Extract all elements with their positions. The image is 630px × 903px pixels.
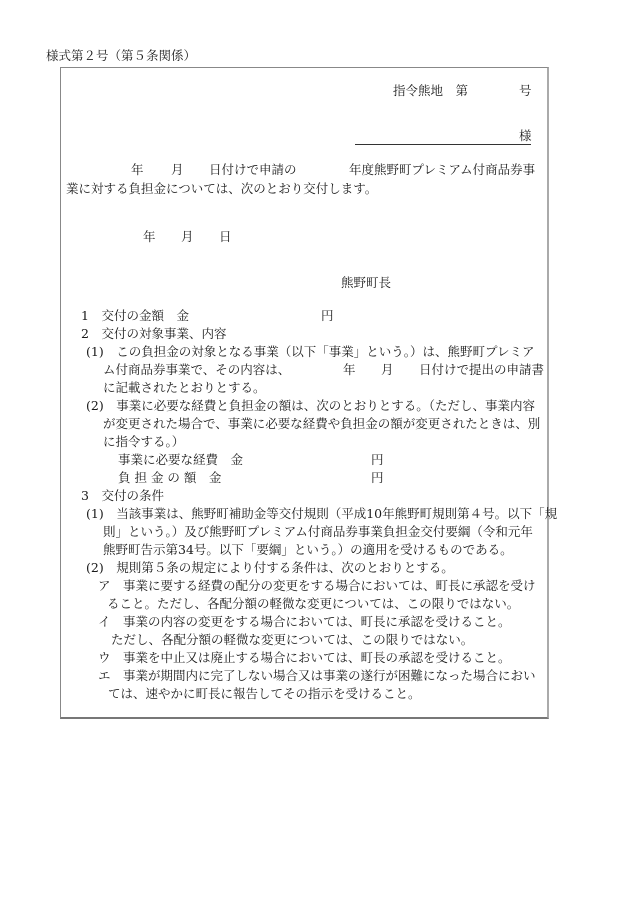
- section-2-2-line-3: に指令する。）: [103, 434, 185, 449]
- project-cost-unit: 円: [371, 452, 384, 467]
- order-number-suffix: 号: [519, 83, 532, 98]
- intro-date-text: 日付けで申請の: [209, 162, 297, 177]
- condition-i-line-1: イ 事業の内容の変更をする場合においては、町長に承認を受けること。: [98, 614, 511, 629]
- section-2-1-line-2d: 日付けで提出の申請書: [419, 362, 545, 377]
- burden-amount-label: 負 担 金 の 額 金: [118, 470, 222, 485]
- condition-e-line-2: ては、速やかに町長に報告してその指示を受けること。: [108, 686, 421, 701]
- addressee-suffix: 様: [519, 128, 532, 143]
- section-2-2-line-1: (2) 事業に必要な経費と負担金の額は、次のとおりとする。（ただし、事業内容: [86, 398, 535, 413]
- condition-a-line-1: ア 事業に要する経費の配分の変更をする場合においては、町長に承認を受け: [98, 578, 536, 593]
- section-3-1-line-3: 熊野町告示第34号。以下「要綱」という。）の適用を受けるものである。: [103, 542, 513, 557]
- section-2-1-year: 年: [343, 362, 356, 377]
- project-cost-label: 事業に必要な経費 金: [118, 452, 244, 467]
- condition-a-line-2: ること。ただし、各配分額の軽微な変更については、この限りではない。: [107, 596, 520, 611]
- intro-line-2: 業に対する負担金については、次のとおり交付します。: [66, 181, 378, 196]
- order-number-prefix: 指令熊地 第: [393, 83, 469, 98]
- grant-amount-unit: 円: [321, 308, 334, 323]
- section-2-title: 2 交付の対象事業、内容: [81, 326, 227, 341]
- section-3-1-line-2: 則」という。）及び熊野町プレミアム付商品券事業負担金交付要綱（令和元年: [103, 524, 533, 539]
- issue-month: 月: [181, 229, 194, 244]
- section-3-title: 3 交付の条件: [81, 488, 164, 503]
- section-2-1-month: 月: [381, 362, 394, 377]
- grant-amount-label: 1 交付の金額 金: [81, 308, 189, 323]
- condition-i-line-2: ただし、各配分額の軽微な変更については、この限りではない。: [111, 632, 474, 647]
- addressee-blank-line: [355, 144, 531, 145]
- section-2-2-line-2: が変更された場合で、事業に必要な経費や負担金の額が変更されたときは、別: [103, 416, 541, 431]
- section-2-1-line-2a: ム付商品券事業で、その内容は、: [103, 362, 291, 377]
- issuer-name: 熊野町長: [341, 275, 392, 290]
- section-3-2: (2) 規則第５条の規定により付する条件は、次のとおりとする。: [86, 560, 454, 575]
- intro-year: 年: [131, 162, 144, 177]
- intro-month: 月: [171, 162, 184, 177]
- condition-e-line-1: エ 事業が期間内に完了しない場合又は事業の遂行が困難になった場合におい: [98, 668, 536, 683]
- section-2-1-line-1: (1) この負担金の対象となる事業（以下「事業」という。）は、熊野町プレミア: [86, 344, 535, 359]
- intro-fiscal-year-text: 年度熊野町プレミアム付商品券事: [349, 162, 536, 177]
- issue-year: 年: [143, 229, 156, 244]
- condition-u-line-1: ウ 事業を中止又は廃止する場合においては、町長の承認を受けること。: [98, 650, 511, 665]
- form-number-label: 様式第２号（第５条関係）: [46, 48, 197, 63]
- section-3-1-line-1: (1) 当該事業は、熊野町補助金等交付規則（平成10年熊野町規則第４号。以下「規: [86, 506, 558, 521]
- burden-amount-unit: 円: [371, 470, 384, 485]
- section-2-1-line-3: に記載されたとおりとする。: [103, 380, 266, 395]
- issue-day: 日: [219, 229, 232, 244]
